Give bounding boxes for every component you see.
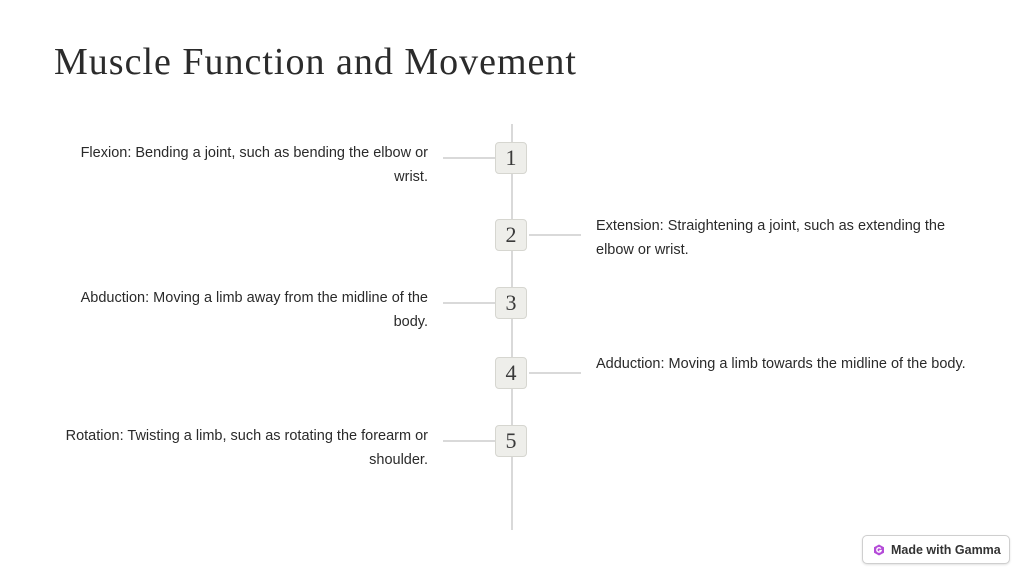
timeline-connector-5 (443, 440, 495, 442)
step-text-flexion: Flexion: Bending a joint, such as bending the elbow or wrist. (80, 145, 428, 185)
step-number-3: 3 (495, 287, 527, 319)
step-text-abduction: Abduction: Moving a limb away from the midline of the body. (80, 290, 428, 330)
step-number-5: 5 (495, 425, 527, 457)
step-text-adduction: Adduction: Moving a limb towards the midline of the body. (596, 356, 966, 372)
badge-label: Made with Gamma (891, 542, 1001, 557)
made-with-gamma-badge[interactable] (862, 535, 1010, 564)
step-number-2: 2 (495, 219, 527, 251)
page-title: Muscle Function and Movement (54, 41, 577, 83)
step-number-1: 1 (495, 142, 527, 174)
timeline-connector-4 (529, 372, 581, 374)
step-text-rotation: Rotation: Twisting a limb, such as rotating the forearm or shoulder. (65, 428, 428, 468)
timeline-connector-2 (529, 234, 581, 236)
timeline-connector-3 (443, 302, 495, 304)
gamma-logo-icon (873, 544, 885, 556)
timeline-connector-1 (443, 157, 495, 159)
step-number-4: 4 (495, 357, 527, 389)
step-text-extension: Extension: Straightening a joint, such as extending the elbow or wrist. (596, 218, 946, 258)
timeline-axis (511, 124, 513, 530)
